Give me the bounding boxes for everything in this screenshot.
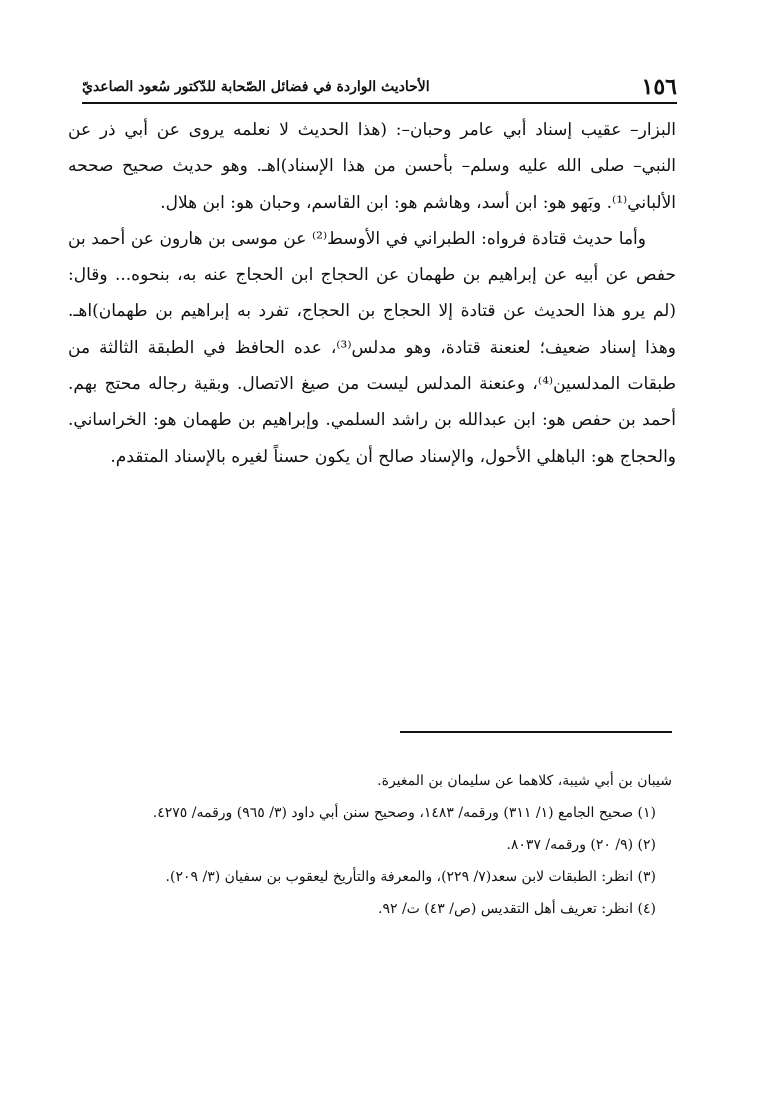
footnote-item: (٣) انظر: الطبقات لابن سعد(٧/ ٢٢٩)، والمعرفة والتأريخ ليعقوب بن سفيان (٣/ ٢٠٩).	[165, 869, 656, 885]
footnote-continuation: شيبان بن أبي شيبة، كلاهما عن سليمان بن المغيرة.	[377, 773, 672, 789]
page-number: ١٥٦	[641, 74, 677, 100]
page-header	[82, 70, 677, 104]
footnote-separator	[400, 731, 672, 733]
footnote-item: (٤) انظر: تعريف أهل التقديس (ص/ ٤٣) ت/ ٩٢.	[378, 901, 656, 917]
body-paragraph: وأما حديث قتادة فرواه: الطبراني في الأوسط⁽²⁾ عن موسى بن هارون عن أحمد بن حفص عن أبيه عن إبراهيم بن طهمان عن الحجاج ابن الحجاج عنه به، بنحوه... وقال: (لم يرو هذا الحديث عن قتادة إلا الحجاج بن الحجاج، تفرد به إبراهيم بن طهمان)اهـ. وهذا إسناد ضعيف؛ لعنعنة قتادة، وهو مدلس⁽³⁾، عده الحافظ في الطبقة الثالثة من طبقات المدلسين⁽⁴⁾، وعنعنة المدلس ليست من صيغ الاتصال. وبقية رجاله محتج بهم. أحمد بن حفص هو: ابن عبدالله بن راشد السلمي. وإبراهيم بن طهمان هو: الخراساني. والحجاج هو: الباهلي الأحول، والإسناد صالح أن يكون حسناً لغيره بالإسناد المتقدم.	[68, 228, 676, 467]
main-text	[68, 112, 676, 475]
footnote-item: (٢) (٩/ ٢٠) ورقمه/ ٨٠٣٧.	[506, 837, 656, 853]
footnote-item: (١) صحيح الجامع (١/ ٣١١) ورقمه/ ١٤٨٣، وصحيح سنن أبي داود (٣/ ٩٦٥) ورقمه/ ٤٢٧٥.	[152, 805, 656, 821]
footnotes	[68, 765, 672, 925]
running-title: الأحاديث الواردة في فضائل الصّحابة للدّكتور سُعود الصاعديّ	[82, 79, 430, 95]
body-paragraph: البزار– عقيب إسناد أبي عامر وحبان–: (هذا الحديث لا نعلمه يروى عن أبي ذر عن النبي– صلى الله عليه وسلم– بأحسن من هذا الإسناد)اهـ. وهو حديث صحيح صححه الألباني⁽¹⁾. وبَهو هو: ابن أسد، وهاشم هو: ابن القاسم، وحبان هو: ابن هلال.	[68, 120, 676, 213]
